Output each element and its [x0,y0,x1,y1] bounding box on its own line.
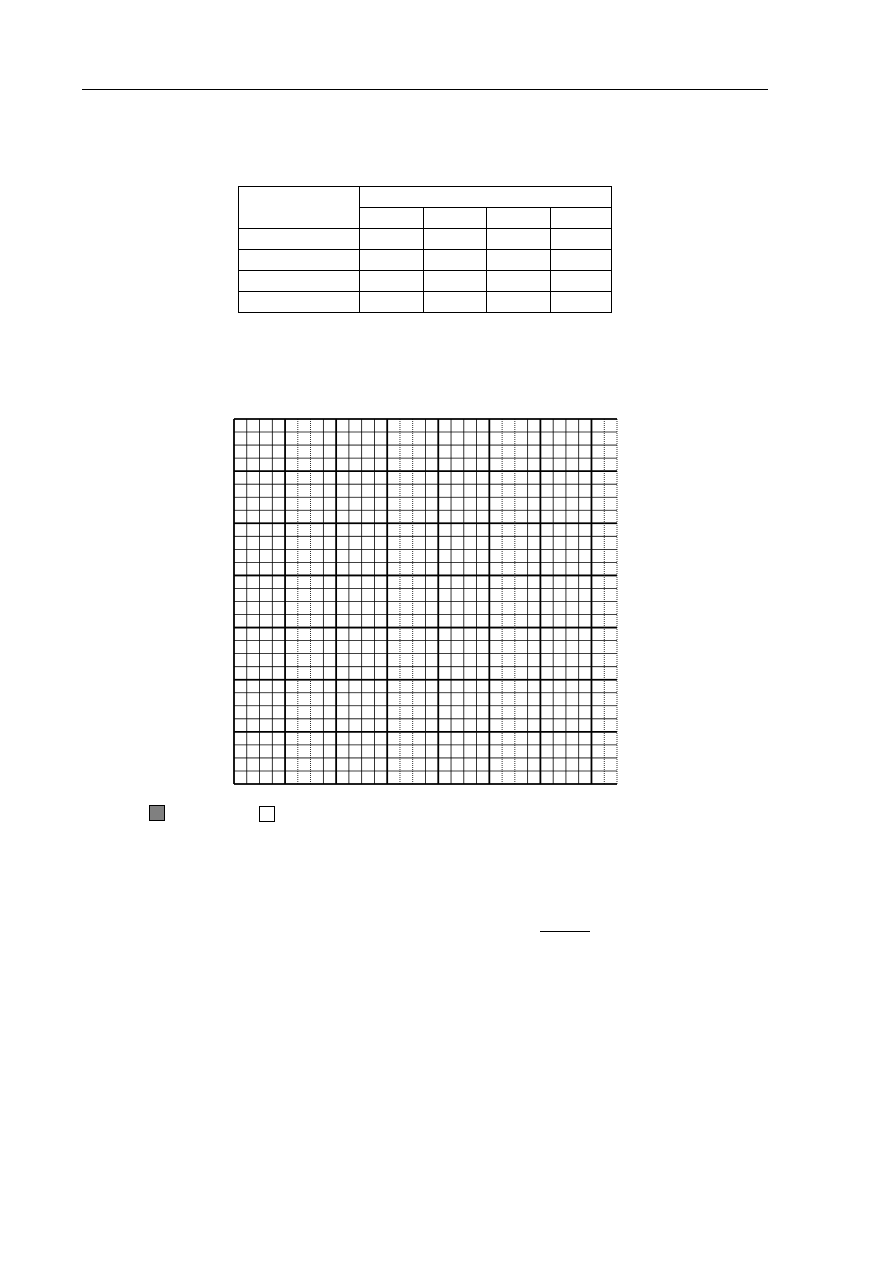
table-cell [360,250,424,271]
table-row [239,187,612,208]
data-table [238,186,612,313]
table-cell [487,292,551,313]
table-cell [487,250,551,271]
table-cell [239,271,360,292]
table-cell [551,250,612,271]
table-row [239,229,612,250]
table-cell [239,229,360,250]
header-rule [82,89,768,90]
table-cell [424,250,487,271]
table-row [239,271,612,292]
table-cell [487,229,551,250]
table-cell [239,292,360,313]
legend-filled-swatch [149,805,165,821]
table-cell [360,271,424,292]
table-cell [360,229,424,250]
table-cell [487,208,551,229]
square-grid[interactable] [233,418,618,785]
legend-empty-swatch [259,806,275,822]
table-header-cell [239,187,360,229]
table-cell [424,208,487,229]
table-cell [360,208,424,229]
table-cell [487,271,551,292]
table-cell [551,229,612,250]
table-cell [424,271,487,292]
table-cell [424,229,487,250]
table-cell [551,271,612,292]
table-cell [551,208,612,229]
table-header-cell [360,187,612,208]
table-row [239,250,612,271]
table-row [239,292,612,313]
table-cell [551,292,612,313]
table-cell [239,250,360,271]
table-cell [424,292,487,313]
table-cell [360,292,424,313]
answer-blank-line [540,931,590,932]
